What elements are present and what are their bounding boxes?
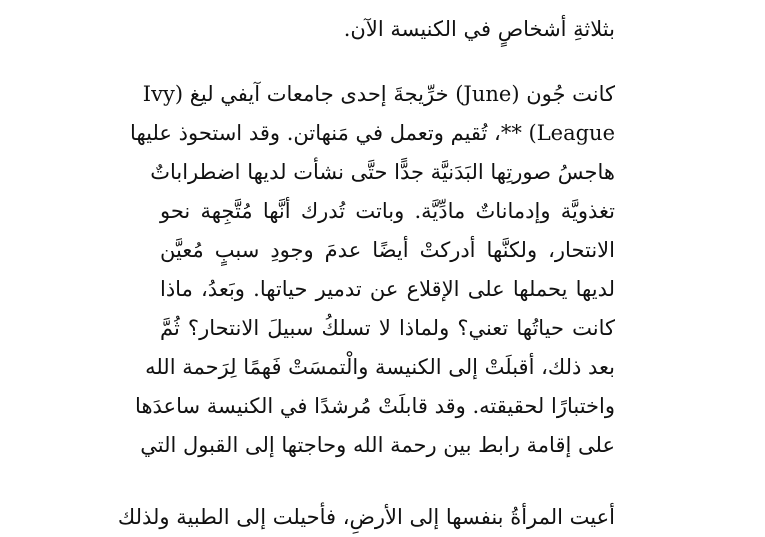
text-line: هاجسُ صورتِها البَدَنيَّة جدًّا حتَّى نشأت لديها اضطراباتٌ xyxy=(150,160,615,184)
text-line: الانتحار، ولكنَّها أدركتْ أيضًا عدمَ وجودِ سببٍ مُعيَّن xyxy=(160,238,615,262)
text-line: كانت جُون (June) خرِّيجةَ إحدى جامعات آيفي ليغ (Ivy xyxy=(142,82,615,106)
text-line: كانت حياتُها تعني؟ ولماذا لا تسلكُ سبيلَ الانتحار؟ ثُمَّ xyxy=(160,316,615,340)
continued-line xyxy=(160,10,615,49)
text-line: على إقامة رابط بين رحمة الله وحاجتها إلى القبول التي xyxy=(140,433,615,457)
text-line: بعد ذلك، أقبلَتْ إلى الكنيسة والْتمسَتْ فَهمًا لِرَحمة الله xyxy=(145,355,615,379)
text-line: لديها يحملها على الإقلاع عن تدمير حياتها. وبَعدُ، ماذا xyxy=(160,277,615,301)
text-line: League) **، تُقيم وتعمل في مَنهاتن. وقد استحوذ عليها xyxy=(130,121,615,145)
text-line: بثلاثةِ أشخاصٍ في الكنيسة الآن. xyxy=(343,17,615,41)
cut-off-line: أعيت المرأةُ بنفسها إلى الأرضِ، فأحيلت إلى الطبية ولذلك xyxy=(117,505,615,529)
text-line: تغذويَّة وإدماناتٌ مادِّيَّة. وباتت تُدرك أنَّها مُتَّجِهة نحو xyxy=(160,199,615,223)
text-line: واختبارًا لحقيقته. وقد قابلَتْ مُرشدًا في الكنيسة ساعدَها xyxy=(135,394,615,418)
body-paragraph xyxy=(130,75,615,465)
